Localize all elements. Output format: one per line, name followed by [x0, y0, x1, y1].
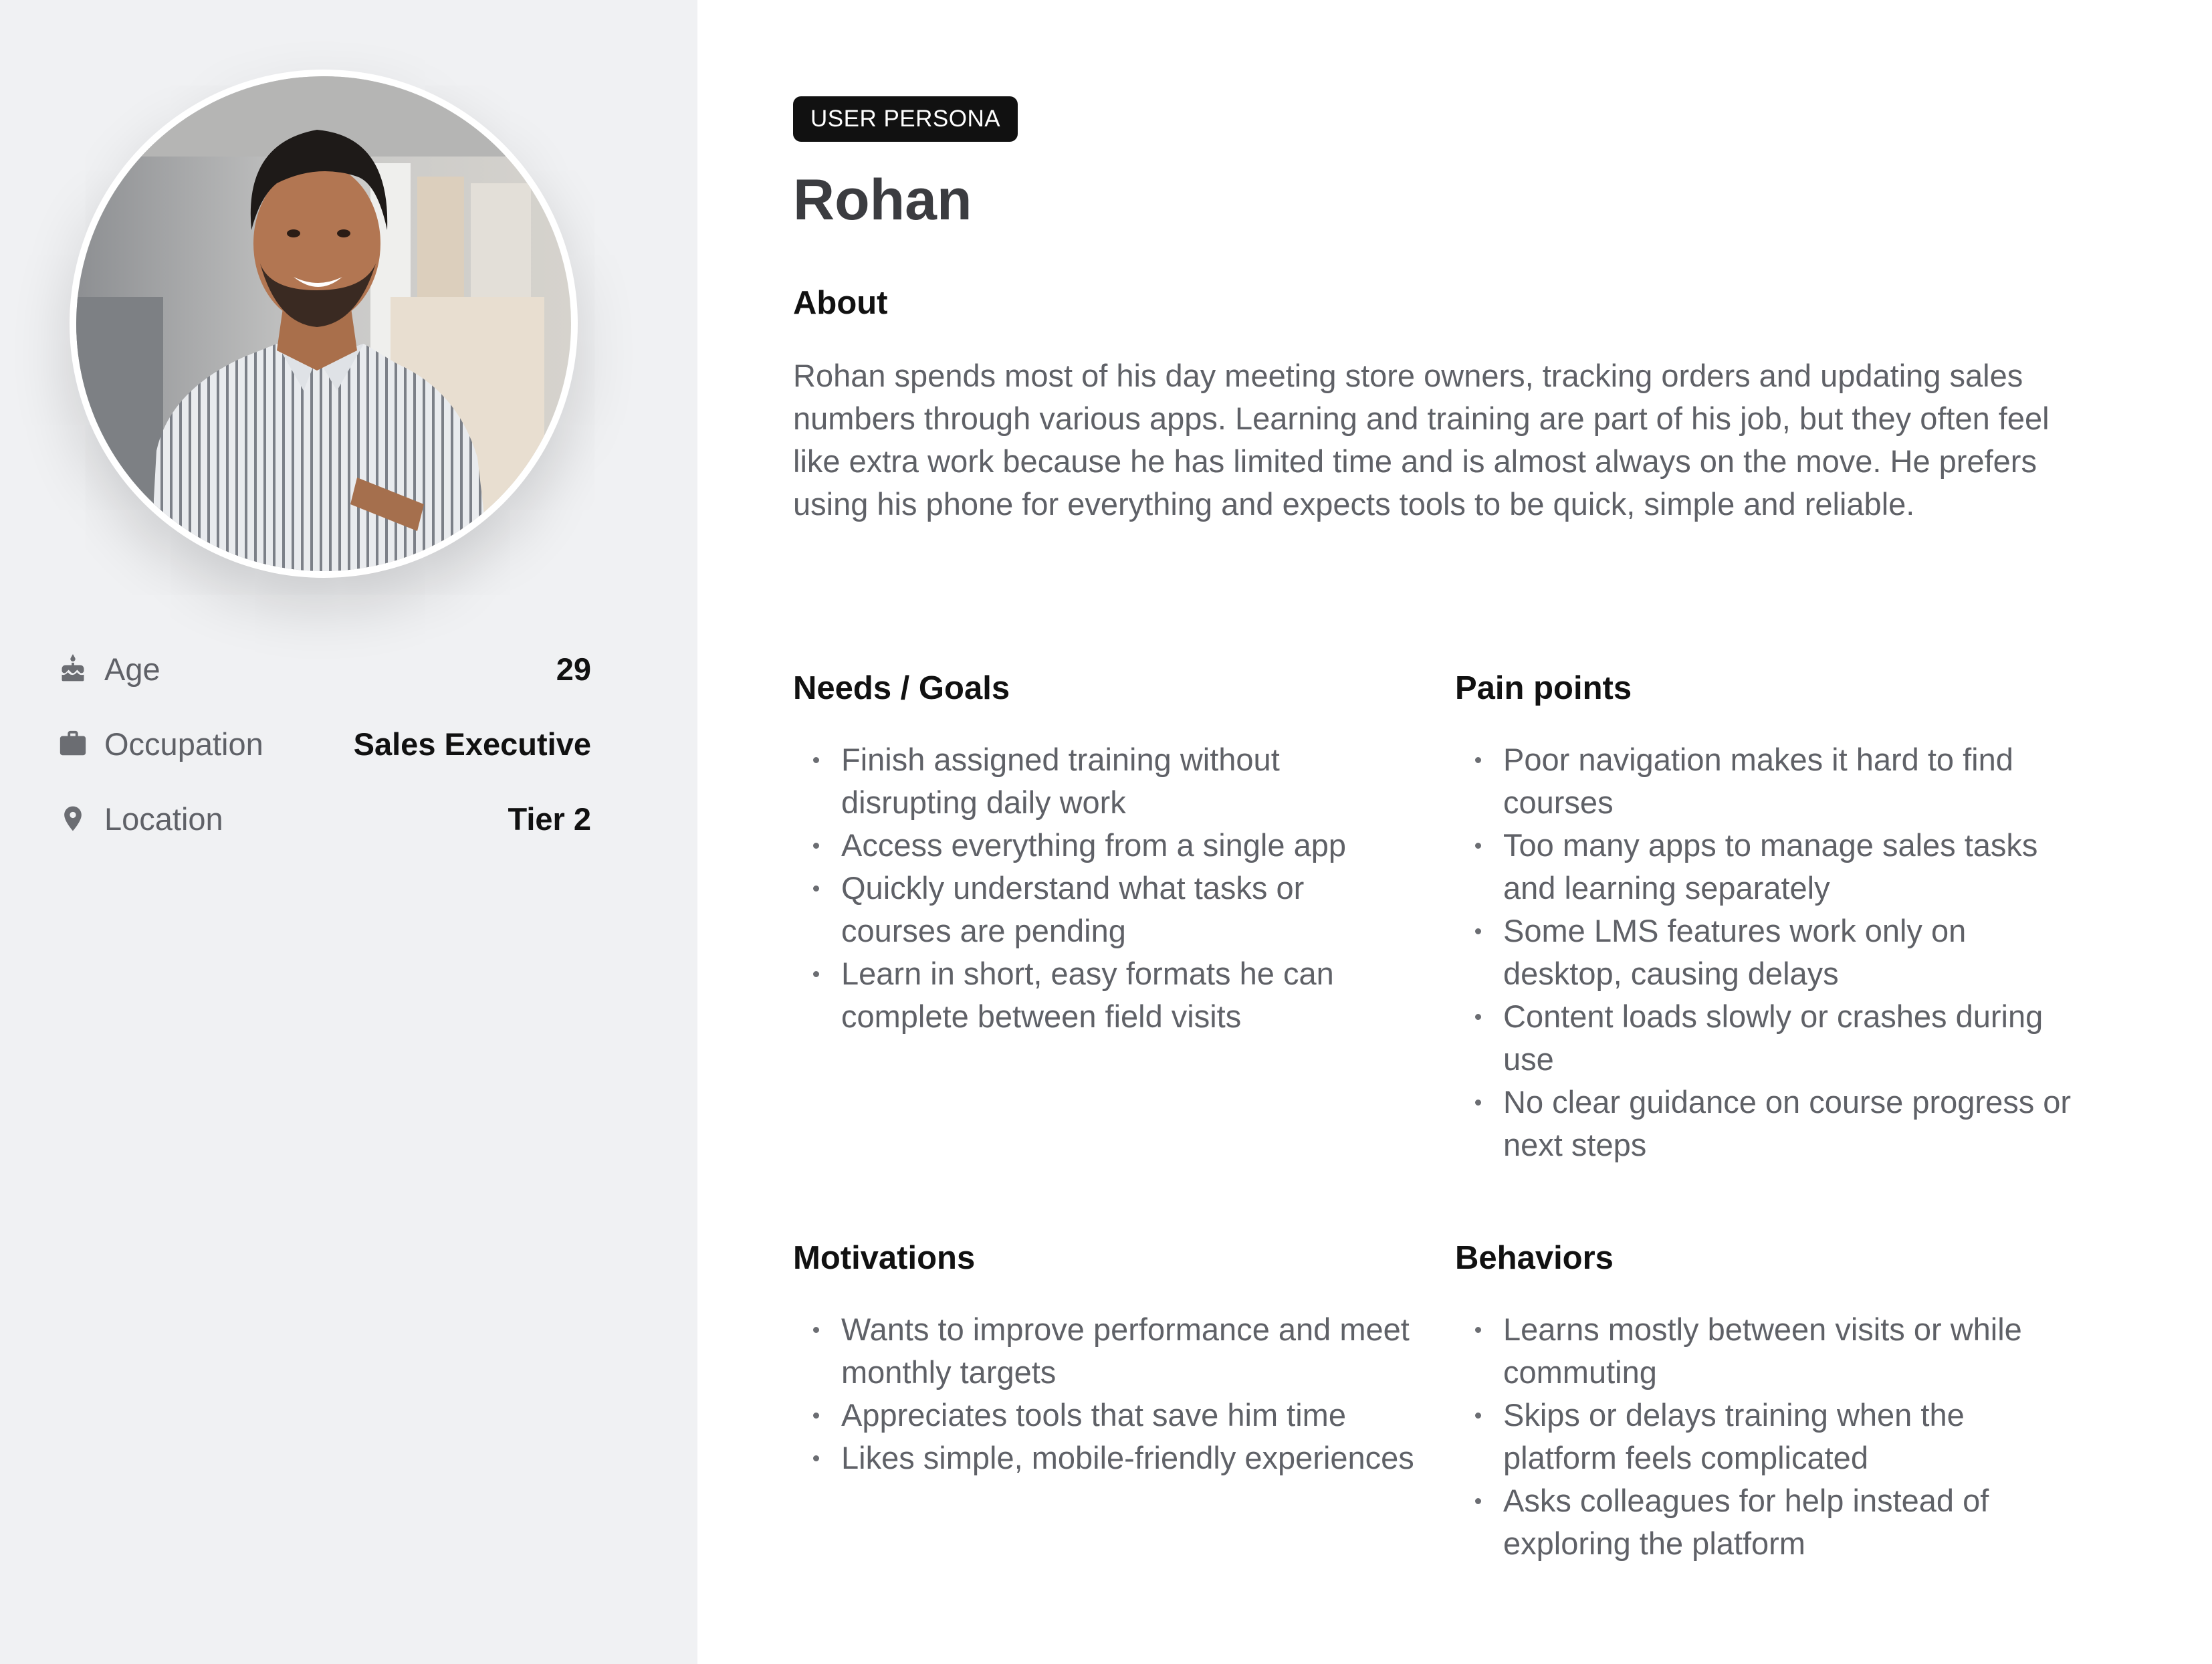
motivations-section — [793, 1239, 1415, 1475]
pain-points-heading: Pain points — [1455, 670, 1632, 706]
needs-goals-section — [793, 669, 1415, 1034]
location-pin-icon — [56, 802, 90, 835]
list-item: Likes simple, mobile-friendly experiences — [793, 1437, 1415, 1479]
list-item: Too many apps to manage sales tasks and learning separately — [1455, 824, 2077, 910]
pain-points-section — [1455, 669, 2077, 1162]
list-item: Wants to improve performance and meet monthly targets — [793, 1308, 1415, 1394]
motivations-heading: Motivations — [793, 1240, 976, 1276]
avatar — [70, 70, 578, 578]
list-item: Learn in short, easy formats he can complete between field visits — [793, 952, 1415, 1038]
list-item: Quickly understand what tasks or courses are pending — [793, 867, 1415, 952]
persona-facts — [56, 631, 591, 856]
fact-occupation-value: Sales Executive — [353, 726, 591, 762]
sidebar — [0, 0, 697, 1664]
list-item: Poor navigation makes it hard to find courses — [1455, 738, 2077, 824]
about-heading: About — [793, 285, 888, 321]
behaviors-list — [1455, 1308, 2077, 1565]
behaviors-heading: Behaviors — [1455, 1240, 1614, 1276]
fact-location-value: Tier 2 — [508, 801, 591, 837]
list-item: Appreciates tools that save him time — [793, 1394, 1415, 1437]
list-item: Access everything from a single app — [793, 824, 1415, 867]
fact-location-label: Location — [104, 801, 223, 837]
list-item: Skips or delays training when the platform feels complicated — [1455, 1394, 2077, 1479]
motivations-list — [793, 1308, 1415, 1479]
list-item: Learns mostly between visits or while commuting — [1455, 1308, 2077, 1394]
list-item: Finish assigned training without disrupting daily work — [793, 738, 1415, 824]
needs-goals-heading: Needs / Goals — [793, 670, 1010, 706]
person-photo — [76, 76, 571, 571]
persona-badge: USER PERSONA — [793, 96, 1018, 142]
list-item: Content loads slowly or crashes during use — [1455, 995, 2077, 1081]
list-item: Some LMS features work only on desktop, causing delays — [1455, 910, 2077, 995]
fact-location — [56, 781, 591, 856]
persona-name: Rohan — [793, 168, 972, 232]
behaviors-section — [1455, 1239, 2077, 1561]
pain-points-list — [1455, 738, 2077, 1166]
fact-age-value: 29 — [556, 651, 591, 687]
fact-occupation-label: Occupation — [104, 726, 263, 762]
list-item: Asks colleagues for help instead of exploring the platform — [1455, 1479, 2077, 1565]
needs-goals-list — [793, 738, 1415, 1038]
briefcase-icon — [56, 727, 90, 760]
fact-age — [56, 631, 591, 706]
list-item: No clear guidance on course progress or next steps — [1455, 1081, 2077, 1166]
fact-age-label: Age — [104, 651, 160, 687]
about-text: Rohan spends most of his day meeting store owners, tracking orders and updating sales numbers through various apps. Learning and training are part of his job, but they often feel like extra work because he has limited time and is almost always on the move. He prefers using his phone for everything and expects tools to be quick, simple and reliable. — [793, 358, 2050, 522]
cake-icon — [56, 652, 90, 686]
fact-occupation — [56, 706, 591, 781]
